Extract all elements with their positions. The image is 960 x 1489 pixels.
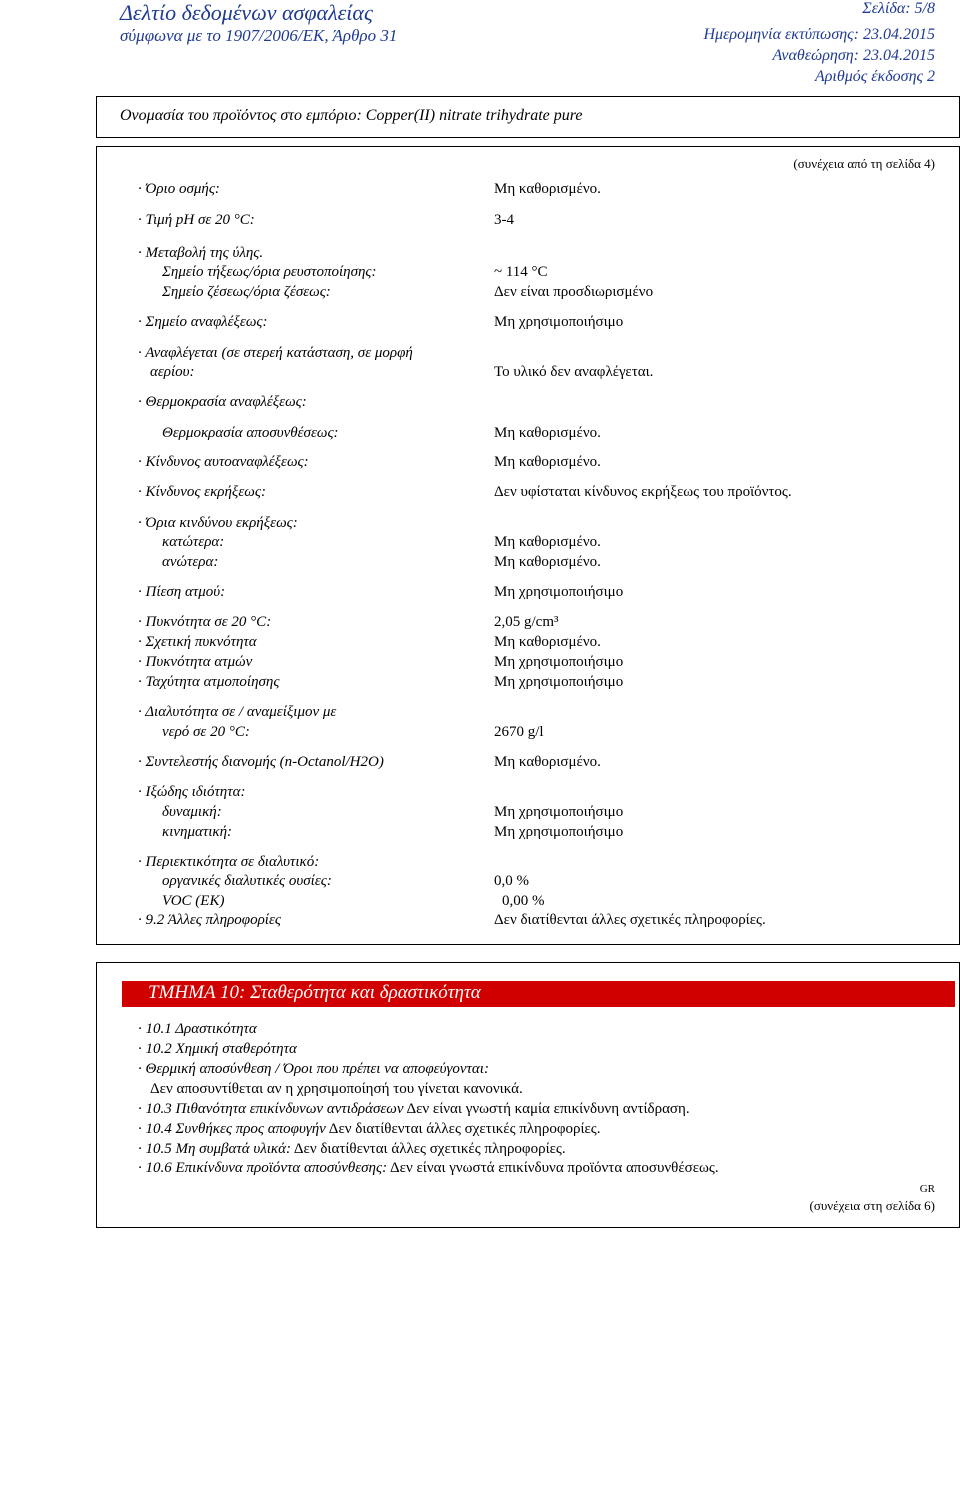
property-value: Μη καθορισμένο. [494, 181, 601, 197]
property-label: · Τιμή pH σε 20 °C: [138, 212, 255, 228]
property-value: Μη καθορισμένο. [494, 534, 601, 550]
language-code: GR [919, 1183, 935, 1195]
section-10-title: ΤΜΗΜΑ 10: Σταθερότητα και δραστικότητα [148, 982, 481, 1003]
property-value: 2,05 g/cm³ [494, 614, 559, 630]
property-label: · Θερμοκρασία αναφλέξεως: [138, 394, 307, 410]
revision-date: Αναθεώρηση: 23.04.2015 [772, 47, 935, 64]
property-value: Μη χρησιμοποιήσιμο [494, 824, 624, 840]
property-value: ~ 114 °C [494, 264, 548, 280]
property-label: κατώτερα: [162, 534, 225, 550]
section10-value: Δεν είναι γνωστή καμία επικίνδυνη αντίδραση. [406, 1101, 690, 1117]
property-label: VOC (EΚ) [162, 893, 225, 909]
property-value: Μη καθορισμένο. [494, 634, 601, 650]
property-label: · Αναφλέγεται (σε στερεή κατάσταση, σε μορφή [138, 345, 413, 361]
section10-label: · 10.3 Πιθανότητα επικίνδυνων αντιδράσεων [138, 1101, 404, 1117]
property-label: · Σημείο αναφλέξεως: [138, 314, 268, 330]
section10-line [138, 1141, 566, 1158]
property-label: · Ταχύτητα ατμοποίησης [138, 674, 280, 690]
property-label: Θερμοκρασία αποσυνθέσεως: [162, 425, 339, 441]
continued-from: (συνέχεια από τη σελίδα 4) [793, 156, 935, 171]
document-title: Δελτίο δεδομένων ασφαλείας [120, 0, 373, 25]
property-label: αερίου: [150, 364, 195, 380]
property-label: κινηματική: [162, 824, 233, 840]
property-value: Δεν είναι προσδιωρισμένο [494, 284, 654, 300]
property-label: · Σχετική πυκνότητα [138, 634, 257, 650]
property-label: νερό σε 20 °C: [162, 724, 250, 740]
property-label: · 9.2 Άλλες πληροφορίες [138, 912, 281, 928]
version-number: Αριθμός έκδοσης 2 [814, 68, 935, 85]
section10-value: Δεν διατίθενται άλλες σχετικές πληροφορίες. [328, 1121, 601, 1137]
property-value: 3-4 [494, 212, 514, 228]
section10-value: Δεν είναι γνωστά επικίνδυνα προϊόντα αποσυνθέσεως. [390, 1160, 719, 1176]
property-label: · Πυκνότητα σε 20 °C: [138, 614, 272, 630]
section10-line [138, 1101, 690, 1118]
property-label: · Πίεση ατμού: [138, 584, 226, 600]
property-label: · Ιξώδης ιδιότητα: [138, 784, 246, 800]
property-label: Σημείο τήξεως/όρια ρευστοποίησης: [162, 264, 377, 280]
property-value: Μη χρησιμοποιήσιμο [494, 584, 624, 600]
property-label: · Όρια κινδύνου εκρήξεως: [138, 515, 298, 531]
property-label: · Κίνδυνος εκρήξεως: [138, 484, 266, 500]
section10-line: Δεν αποσυντίθεται αν η χρησιμοποίησή του γίνεται κανονικά. [150, 1081, 523, 1097]
section10-label: · 10.6 Επικίνδυνα προϊόντα αποσύνθεσης: [138, 1160, 388, 1176]
section10-line: · 10.1 Δραστικότητα [138, 1021, 257, 1037]
property-label: · Διαλυτότητα σε / αναμείξιμον με [138, 704, 337, 720]
section10-label: · 10.5 Μη συμβατά υλικά: [138, 1141, 291, 1157]
property-label: · Κίνδυνος αυτοαναφλέξεως: [138, 454, 309, 470]
section10-line: · 10.2 Χημική σταθερότητα [138, 1041, 297, 1057]
property-label: · Συντελεστής διανομής (n-Octanol/H2O) [138, 754, 384, 770]
print-date: Ημερομηνία εκτύπωσης: 23.04.2015 [703, 26, 935, 43]
section10-line [138, 1160, 719, 1177]
property-label: · Μεταβολή της ύλης. [138, 245, 264, 261]
property-value: 0,00 % [502, 893, 545, 909]
property-label: · Πυκνότητα ατμών [138, 654, 253, 670]
property-value: Το υλικό δεν αναφλέγεται. [494, 364, 654, 380]
property-value: Δεν διατίθενται άλλες σχετικές πληροφορίες. [494, 912, 766, 928]
property-value: Δεν υφίσταται κίνδυνος εκρήξεως του προϊόντος. [494, 484, 792, 500]
property-value: Μη καθορισμένο. [494, 425, 601, 441]
property-value: Μη χρησιμοποιήσιμο [494, 674, 624, 690]
section10-line [138, 1121, 601, 1138]
property-label: Σημείο ζέσεως/όρια ζέσεως: [162, 284, 331, 300]
property-value: Μη καθορισμένο. [494, 454, 601, 470]
product-name: Ονομασία του προϊόντος στο εμπόριο: Copper(II) nitrate trihydrate pure [120, 107, 583, 124]
property-value: 0,0 % [494, 873, 529, 889]
section10-line: · Θερμική αποσύνθεση / Όροι που πρέπει να αποφεύγονται: [138, 1061, 489, 1077]
section10-label: · 10.4 Συνθήκες προς αποφυγήν [138, 1121, 326, 1137]
page-number: Σελίδα: 5/8 [862, 0, 935, 17]
property-value: Μη χρησιμοποιήσιμο [494, 314, 624, 330]
property-label: · Περιεκτικότητα σε διαλυτικό: [138, 854, 320, 870]
property-value: Μη χρησιμοποιήσιμο [494, 804, 624, 820]
regulation-subtitle: σύμφωνα με το 1907/2006/ΕΚ, Άρθρο 31 [120, 26, 398, 45]
property-label: οργανικές διαλυτικές ουσίες: [162, 873, 332, 889]
property-label: · Όριο οσμής: [138, 181, 220, 197]
property-label: δυναμική: [162, 804, 222, 820]
property-label: ανώτερα: [162, 554, 219, 570]
continued-to: (συνέχεια στη σελίδα 6) [809, 1198, 935, 1213]
property-value: Μη χρησιμοποιήσιμο [494, 654, 624, 670]
section10-value: Δεν διατίθενται άλλες σχετικές πληροφορίες. [293, 1141, 566, 1157]
property-value: 2670 g/l [494, 724, 544, 740]
property-value: Μη καθορισμένο. [494, 554, 601, 570]
property-value: Μη καθορισμένο. [494, 754, 601, 770]
